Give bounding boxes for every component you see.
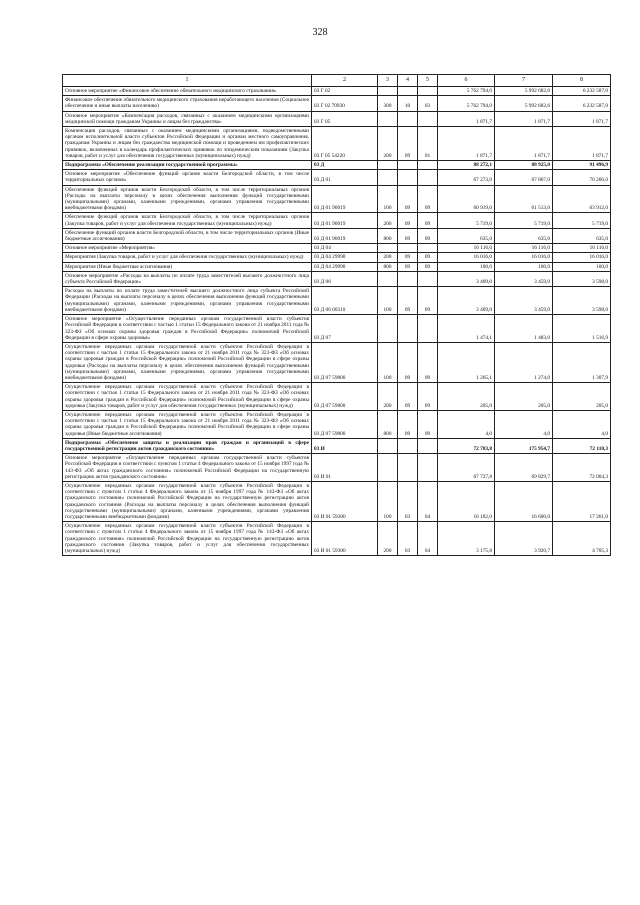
row-name-cell: Основное мероприятие «Осуществление переданных органам государственной власти субъектов Российской Федерации в соответствии с пунктом 1 статьи 4 Федерального закона от 15 ноября 1997 года № 143-ФЗ «Об актах гражданского состояния» полномочий Российской Федерации на государственную регистрацию актов гражданского состояния» — [63, 454, 312, 482]
table-row — [63, 522, 611, 556]
subsection-cell: 04 — [418, 522, 438, 556]
row-name-cell: Осуществление переданных органам государственной власти субъектов Российской Федерации в соответствии с частью 1 статьи 15 Федерального закона от 21 ноября 2011 года № 323-ФЗ «Об основах охраны здоровья граждан в Российской Федерации» полномочий Российской Федерации в сфере охраны здоровья (Иные бюджетные ассигнования) — [63, 410, 312, 438]
expense-type-cell: 800 — [378, 262, 398, 271]
subsection-cell: 09 — [418, 253, 438, 262]
subsection-cell: 09 — [418, 410, 438, 438]
budget-table-body — [63, 75, 611, 556]
subsection-cell: 09 — [418, 262, 438, 271]
section-cell — [398, 111, 418, 126]
amount-year-2-cell: 635,0 — [495, 228, 553, 243]
amount-year-2-cell: 69 829,7 — [495, 454, 553, 482]
row-name-cell: Осуществление переданных органам государственной власти субъектов Российской Федерации в соответствии с пунктом 1 статьи 4 Федерального закона от 15 ноября 1997 года № 143-ФЗ «Об актах гражданского состояния» полномочий Российской Федерации на государственную регистрацию актов гражданского состояния (Закупка товаров, работ и услуг для обеспечения государственных (муниципальных) нужд) — [63, 522, 312, 556]
amount-year-2-cell: 1 483,0 — [495, 315, 553, 343]
section-cell — [398, 170, 418, 185]
amount-year-3-cell: 72 110,3 — [553, 438, 611, 453]
target-code-cell: 03 Д 04 — [312, 244, 378, 253]
amount-year-1-cell: 88 272,1 — [438, 161, 495, 170]
subsection-cell — [418, 161, 438, 170]
amount-year-1-cell: 67 273,0 — [438, 170, 495, 185]
amount-year-1-cell: 205,0 — [438, 383, 495, 411]
subsection-cell: 09 — [418, 213, 438, 228]
expense-type-cell: 200 — [378, 127, 398, 161]
row-name-cell: Основное мероприятие «Расходы на выплаты по оплате труда заместителей высшего должностного лица субъекта Российской Федерации» — [63, 271, 312, 286]
subsection-cell: 09 — [418, 228, 438, 243]
amount-year-3-cell: 1 871,7 — [553, 111, 611, 126]
amount-year-2-cell: 16 116,0 — [495, 244, 553, 253]
subsection-cell: 01 — [418, 127, 438, 161]
table-row — [63, 481, 611, 521]
header-cell: 7 — [495, 75, 553, 87]
table-row — [63, 342, 611, 382]
amount-year-1-cell: 5 762 794,0 — [438, 87, 495, 96]
subsection-cell: 09 — [418, 383, 438, 411]
row-name-cell: Обеспечение функций органов власти Белгородской области, в том числе территориальных органов (Иные бюджетные ассигнования) — [63, 228, 312, 243]
section-cell: 09 — [398, 185, 418, 213]
amount-year-2-cell: 3 459,0 — [495, 287, 553, 315]
target-code-cell: 03 И 01 — [312, 454, 378, 482]
amount-year-3-cell: 4,0 — [553, 410, 611, 438]
table-row — [63, 213, 611, 228]
amount-year-3-cell: 72 004,3 — [553, 454, 611, 482]
table-row — [63, 410, 611, 438]
subsection-cell: 09 — [418, 342, 438, 382]
section-cell — [398, 438, 418, 453]
section-cell: 09 — [398, 228, 418, 243]
section-cell: 09 — [398, 410, 418, 438]
expense-type-cell: 300 — [378, 96, 398, 111]
amount-year-1-cell: 635,0 — [438, 228, 495, 243]
table-row — [63, 271, 611, 286]
amount-year-1-cell: 60 919,0 — [438, 185, 495, 213]
amount-year-1-cell: 16 016,0 — [438, 253, 495, 262]
section-cell: 09 — [398, 213, 418, 228]
subsection-cell — [418, 454, 438, 482]
subsection-cell — [418, 170, 438, 185]
target-code-cell: 03 Д 06 00310 — [312, 287, 378, 315]
target-code-cell: 03 Д 07 59800 — [312, 383, 378, 411]
target-code-cell: 03 Г 02 — [312, 87, 378, 96]
section-cell — [398, 244, 418, 253]
amount-year-3-cell: 1 516,9 — [553, 315, 611, 343]
target-code-cell: 03 Д 01 — [312, 170, 378, 185]
amount-year-1-cell: 3 409,0 — [438, 287, 495, 315]
amount-year-3-cell: 4 705,3 — [553, 522, 611, 556]
amount-year-3-cell: 6 232 587,0 — [553, 87, 611, 96]
expense-type-cell: 100 — [378, 342, 398, 382]
table-row — [63, 454, 611, 482]
amount-year-3-cell: 6 232 587,0 — [553, 96, 611, 111]
amount-year-2-cell: 205,0 — [495, 383, 553, 411]
subsection-cell: 09 — [418, 185, 438, 213]
section-cell — [398, 315, 418, 343]
amount-year-3-cell: 635,0 — [553, 228, 611, 243]
expense-type-cell — [378, 438, 398, 453]
amount-year-3-cell: 17 261,0 — [553, 481, 611, 521]
amount-year-3-cell: 3 598,0 — [553, 287, 611, 315]
target-code-cell: 03 И 01 59300 — [312, 522, 378, 556]
table-row — [63, 185, 611, 213]
target-code-cell: 03 Г 05 — [312, 111, 378, 126]
amount-year-1-cell: 1 474,1 — [438, 315, 495, 343]
amount-year-1-cell: 100,0 — [438, 262, 495, 271]
amount-year-2-cell: 88 925,0 — [495, 161, 553, 170]
amount-year-3-cell: 16 016,0 — [553, 253, 611, 262]
amount-year-3-cell: 100,0 — [553, 262, 611, 271]
header-cell: 4 — [398, 75, 418, 87]
amount-year-2-cell: 175 954,7 — [495, 438, 553, 453]
subsection-cell: 04 — [418, 481, 438, 521]
row-name-cell: Финансовое обеспечение обязательного медицинского страхования неработающего населения (Социальное обеспечение и иные выплаты населению) — [63, 96, 312, 111]
section-cell: 09 — [398, 127, 418, 161]
expense-type-cell — [378, 87, 398, 96]
subsection-cell — [418, 111, 438, 126]
row-name-cell: Мероприятия (Иные бюджетные ассигнования) — [63, 262, 312, 271]
expense-type-cell: 100 — [378, 185, 398, 213]
target-code-cell: 03 Д — [312, 161, 378, 170]
amount-year-2-cell: 16 600,0 — [495, 481, 553, 521]
amount-year-1-cell: 4,0 — [438, 410, 495, 438]
section-cell: 03 — [398, 522, 418, 556]
table-row — [63, 438, 611, 453]
amount-year-1-cell: 3 175,8 — [438, 522, 495, 556]
target-code-cell: 03 Д 06 — [312, 271, 378, 286]
amount-year-2-cell: 1 871,7 — [495, 127, 553, 161]
target-code-cell: 03 Г 05 54220 — [312, 127, 378, 161]
target-code-cell: 03 Д 04 29990 — [312, 253, 378, 262]
amount-year-2-cell: 16 016,0 — [495, 253, 553, 262]
subsection-cell — [418, 244, 438, 253]
row-name-cell: Основное мероприятие «Компенсация расходов, связанных с оказанием медицинскими организациями медицинской помощи гражданам Украины и лицам без гражданства» — [63, 111, 312, 126]
row-name-cell: Основное мероприятие «Мероприятия» — [63, 244, 312, 253]
section-cell — [398, 271, 418, 286]
expense-type-cell — [378, 454, 398, 482]
subsection-cell: 03 — [418, 96, 438, 111]
expense-type-cell: 800 — [378, 410, 398, 438]
table-row — [63, 287, 611, 315]
expense-type-cell: 200 — [378, 522, 398, 556]
subsection-cell — [418, 271, 438, 286]
expense-type-cell: 200 — [378, 253, 398, 262]
target-code-cell: 03 Д 07 59800 — [312, 410, 378, 438]
target-code-cell: 03 Г 02 70930 — [312, 96, 378, 111]
amount-year-1-cell: 72 783,8 — [438, 438, 495, 453]
subsection-cell — [418, 315, 438, 343]
expense-type-cell — [378, 111, 398, 126]
amount-year-3-cell: 5 719,0 — [553, 213, 611, 228]
row-name-cell: Осуществление переданных органам государственной власти субъектов Российской Федерации в соответствии с частью 1 статьи 15 Федерального закона от 21 ноября 2011 года № 323-ФЗ «Об основах охраны здоровья граждан в Российской Федерации» полномочий Российской Федерации в сфере охраны здоровья (Расходы на выплаты персоналу в целях обеспечения выполнения функций государственными (муниципальными) органами, казенными учреждениями, органами управления государственными внебюджетными фондами) — [63, 342, 312, 382]
amount-year-1-cell: 16 116,0 — [438, 244, 495, 253]
expense-type-cell — [378, 271, 398, 286]
expense-type-cell: 200 — [378, 383, 398, 411]
amount-year-3-cell: 3 598,0 — [553, 271, 611, 286]
row-name-cell: Мероприятия (Закупка товаров, работ и услуг для обеспечения государственных (муниципальных) нужд) — [63, 253, 312, 262]
target-code-cell: 03 И 01 59300 — [312, 481, 378, 521]
amount-year-1-cell: 1 871,7 — [438, 127, 495, 161]
amount-year-3-cell: 70 266,0 — [553, 170, 611, 185]
amount-year-2-cell: 3 459,0 — [495, 271, 553, 286]
section-cell: 09 — [398, 262, 418, 271]
header-cell: 2 — [312, 75, 378, 87]
table-row — [63, 161, 611, 170]
header-cell: 1 — [63, 75, 312, 87]
section-cell — [398, 87, 418, 96]
expense-type-cell — [378, 244, 398, 253]
amount-year-1-cell: 1 265,1 — [438, 342, 495, 382]
table-row — [63, 244, 611, 253]
target-code-cell: 03 Д 01 90019 — [312, 185, 378, 213]
amount-year-1-cell: 16 182,0 — [438, 481, 495, 521]
amount-year-1-cell: 5 762 794,0 — [438, 96, 495, 111]
budget-table — [62, 74, 611, 556]
table-row — [63, 87, 611, 96]
row-name-cell: Обеспечение функций органов власти Белгородской области, в том числе территориальных органов (Закупка товаров, работ и услуг для обеспечения государственных (муниципальных) нужд) — [63, 213, 312, 228]
table-row — [63, 315, 611, 343]
amount-year-2-cell: 3 920,7 — [495, 522, 553, 556]
amount-year-1-cell: 3 409,0 — [438, 271, 495, 286]
section-cell — [398, 454, 418, 482]
table-row — [63, 262, 611, 271]
row-name-cell: Обеспечение функций органов власти Белгородской области, в том числе территориальных органов (Расходы на выплаты персоналу в целях обеспечения выполнения функций государственными (муниципальными) органами, казенными учреждениями, органами управления государственными внебюджетными фондами) — [63, 185, 312, 213]
header-cell: 3 — [378, 75, 398, 87]
row-name-cell: Основное мероприятие «Обеспечение функций органов власти Белгородской области, в том числе территориальных органов» — [63, 170, 312, 185]
amount-year-3-cell: 205,0 — [553, 383, 611, 411]
table-row — [63, 127, 611, 161]
amount-year-3-cell: 1 871,7 — [553, 127, 611, 161]
header-cell: 5 — [418, 75, 438, 87]
expense-type-cell — [378, 315, 398, 343]
amount-year-2-cell: 5 992 682,6 — [495, 96, 553, 111]
expense-type-cell: 100 — [378, 481, 398, 521]
amount-year-3-cell: 1 307,9 — [553, 342, 611, 382]
row-name-cell: Подпрограмма «Обеспечение защиты и реализации прав граждан и организаций в сфере государственной регистрации актов гражданского состояния» — [63, 438, 312, 453]
table-row — [63, 170, 611, 185]
target-code-cell: 03 Д 04 29990 — [312, 262, 378, 271]
row-name-cell: Расходы на выплаты по оплате труда заместителей высшего должностного лица субъекта Российской Федерации (Расходы на выплаты персоналу в целях обеспечения выполнения функций государственными (муниципальными) органами, казенными учреждениями, органами управления государственными внебюджетными фондами) — [63, 287, 312, 315]
row-name-cell: Осуществление переданных органам государственной власти субъектов Российской Федерации в соответствии с частью 1 статьи 15 Федерального закона от 21 ноября 2011 года № 323-ФЗ «Об основах охраны здоровья граждан в Российской Федерации» полномочий Российской Федерации в сфере охраны здоровья (Закупка товаров, работ и услуг для обеспечения государственных (муниципальных) нужд) — [63, 383, 312, 411]
section-cell: 09 — [398, 383, 418, 411]
table-row — [63, 96, 611, 111]
table-row — [63, 228, 611, 243]
amount-year-1-cell: 67 727,8 — [438, 454, 495, 482]
expense-type-cell — [378, 170, 398, 185]
section-cell: 09 — [398, 253, 418, 262]
amount-year-2-cell: 100,0 — [495, 262, 553, 271]
amount-year-2-cell: 1 274,0 — [495, 342, 553, 382]
table-row — [63, 111, 611, 126]
section-cell: 09 — [398, 342, 418, 382]
subsection-cell — [418, 438, 438, 453]
target-code-cell: 03 Д 01 90019 — [312, 213, 378, 228]
expense-type-cell: 200 — [378, 213, 398, 228]
expense-type-cell: 100 — [378, 287, 398, 315]
amount-year-1-cell: 5 719,0 — [438, 213, 495, 228]
amount-year-2-cell: 61 513,0 — [495, 185, 553, 213]
section-cell: 10 — [398, 96, 418, 111]
table-header-row — [63, 75, 611, 87]
amount-year-3-cell: 91 496,9 — [553, 161, 611, 170]
row-name-cell: Компенсация расходов, связанных с оказанием медицинскими организациями, подведомственными органам исполнительной власти субъектов Российской Федерации и органам местного самоуправления, гражданам Украины и лицам без гражданства медицинской помощи и проведением им профилактических прививок, включенных в календарь профилактических прививок по эпидемическим показаниям (Закупка товаров, работ и услуг для обеспечения государственных (муниципальных) нужд) — [63, 127, 312, 161]
target-code-cell: 03 Д 01 90019 — [312, 228, 378, 243]
section-cell — [398, 161, 418, 170]
amount-year-3-cell: 16 116,0 — [553, 244, 611, 253]
expense-type-cell — [378, 161, 398, 170]
row-name-cell: Основное мероприятие «Финансовое обеспечение обязательного медицинского страхования» — [63, 87, 312, 96]
row-name-cell: Основное мероприятие «Осуществление переданных органам государственной власти субъектов Российской Федерации в соответствии с частью 1 статьи 15 Федерального закона от 21 ноября 2011 года № 323-ФЗ «Об основах охраны здоровья граждан в Российской Федерации» полномочий Российской Федерации в сфере охраны здоровья» — [63, 315, 312, 343]
target-code-cell: 03 Д 07 59800 — [312, 342, 378, 382]
row-name-cell: Осуществление переданных органам государственной власти субъектов Российской Федерации в соответствии с пунктом 1 статьи 4 Федерального закона от 15 ноября 1997 года № 143-ФЗ «Об актах гражданского состояния» полномочий Российской Федерации на государственную регистрацию актов гражданского состояния (Расходы на выплаты персоналу в целях обеспечения выполнения функций государственными (муниципальными) органами, казенными учреждениями, органами управления государственными внебюджетными фондами) — [63, 481, 312, 521]
amount-year-3-cell: 63 912,0 — [553, 185, 611, 213]
subsection-cell: 09 — [418, 287, 438, 315]
header-cell: 8 — [553, 75, 611, 87]
table-row — [63, 253, 611, 262]
amount-year-2-cell: 67 867,0 — [495, 170, 553, 185]
table-row — [63, 383, 611, 411]
amount-year-2-cell: 5 992 682,6 — [495, 87, 553, 96]
header-cell: 6 — [438, 75, 495, 87]
amount-year-2-cell: 1 871,7 — [495, 111, 553, 126]
subsection-cell — [418, 87, 438, 96]
amount-year-2-cell: 5 719,0 — [495, 213, 553, 228]
row-name-cell: Подпрограмма «Обеспечение реализации государственной программы» — [63, 161, 312, 170]
section-cell: 09 — [398, 287, 418, 315]
target-code-cell: 03 И — [312, 438, 378, 453]
amount-year-2-cell: 4,0 — [495, 410, 553, 438]
target-code-cell: 03 Д 07 — [312, 315, 378, 343]
amount-year-1-cell: 1 871,7 — [438, 111, 495, 126]
page-number: 328 — [312, 27, 328, 38]
section-cell: 03 — [398, 481, 418, 521]
expense-type-cell: 800 — [378, 228, 398, 243]
